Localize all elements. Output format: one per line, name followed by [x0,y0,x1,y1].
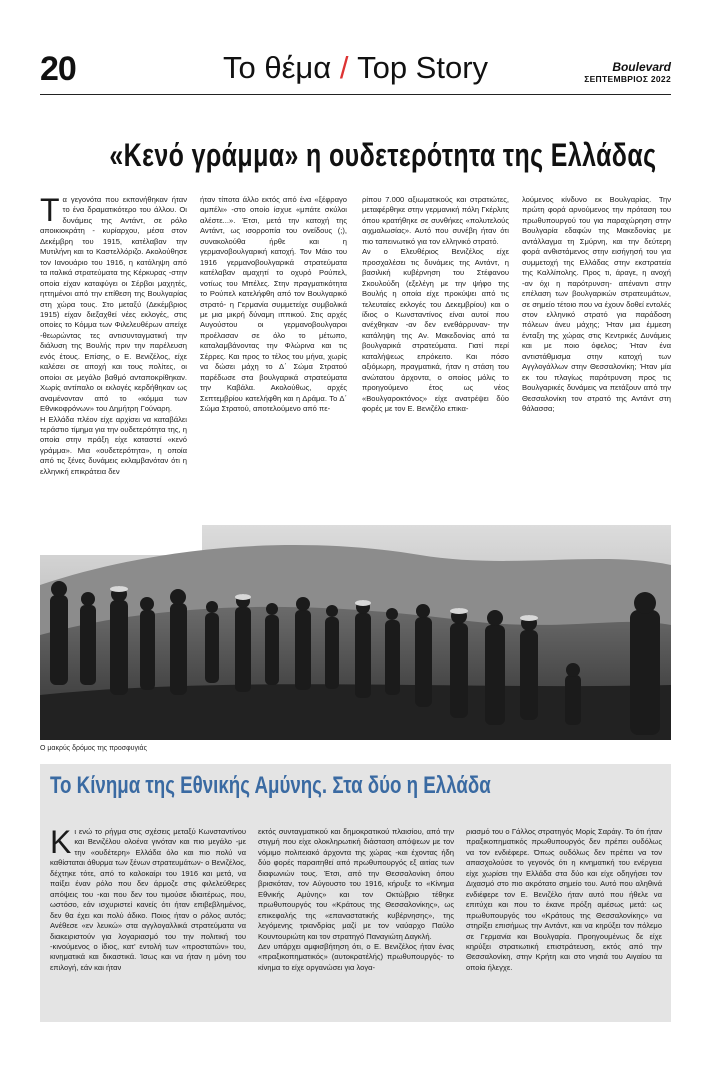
refugee-march-photo [40,525,671,740]
sidebar-col3-text: ριασμό του ο Γάλλος στρατηγός Μορίς Σαράιγ. Το ότι ήταν πραξικοπηματικός πρωθυπουργός δεν πρέπει ουδόλως να τον ενδιέφερε. Όπως ουδόλως δεν πρέπει να τον απασχολούσε το γεγονός ότι η κινηματική του ενέργεια είχε χωρίσει την Ελλάδα στα δύο και είχε οδηγήσει τον Διχασμό στο πιο ακρότατο σημείο του. Αυτό που αληθινά ενδιέφερε τον Ε. Βενιζέλο ήταν αυτό που ήθελε να επιτύχει και που το έκανε πρόξη αμέσως μετά: ως πρωθυπουργός του «Κράτους της Θεσσαλονίκης» να στηρίξει επισήμως την Αντάντ, και να κηρύξει τον πόλεμο σε Γερμανία και Βουλγαρία. Προηγουμένως δε είχε κηρύξει στρατιωτική επιστράτευση, εκτός από την Θεσσαλονίκη, στην Κρήτη και στο νησιά του Αιγαίου τα οποία ήλεγχε. [466,827,662,972]
sidebar-col2-text: εκτός συνταγματικού και δημοκρατικού πλαισίου, από την στιγμή που είχε ολοκληρωτική διάσταση απόψεων με τον νόμιμο πολιτειακό άρχοντα της χώρας -και έχοντας ήδη δύο φορές παραιτηθεί από πρωθυπουργός εξ αιτίας των διαφωνιών τους. Έτσι, από την Θεσσαλονίκη όπου βρισκόταν, τον Αύγουστο του 1916, κήρυξε το «Κίνημα Εθνικής Αμύνης» και τον Οκτώβριο τέθηκε πρωθυπουργός του «Κράτους της Θεσσαλονίκης», ως επικεφαλής της «επαναστατικής κυβέρνησης», της λεγόμενης τριανδρίας μαζί με τον ναύαρχο Παύλο Κουντουριώτη και τον στρατηγό Παναγιώτη Δαγκλή. [258,827,454,941]
sidebar-col1-text: ι ενώ το ρήγμα στις σχέσεις μεταξύ Κωνσταντίνου και Βενιζέλου ολοένα γινόταν και πιο μεγάλο -με την «ουδέτερη» Ελλάδα όλο και πιο πολύ να καθίσταται άθυρμα των ξένων στρατευμάτων- ο Βενιζέλος, δέχτηκε τότε, από το καλοκαίρι του 1916 και μετά, να παίξει έναν ρόλο που δεν άρμοζε στις φιλελεύθερες απόψεις του -και που δεν του τιμούσε ιδιαιτέρως, που, ωστόσο, εάν ισχυριστεί κανείς ότι ήταν επιβεβλημένος, δεν θα έχει και πολύ άδικο. Ποιος ήταν ο ρόλος αυτός; Ανέθεσε «εν λευκώ» στα αγγλογαλλικά στρατεύματα να διακειριστούν για λογαριασμό του την πολιτική του -κινούμενος ο ίδιος, κατ' εντολή των «προστατών» του, κινηματικά και δικαστικά. Ίσως και να ήταν η μόνη του επιλογή, εάν και ήταν [50,827,246,972]
article-col1b-text: Η Ελλάδα πλέον είχε αρχίσει να καταβάλει τεράστιο τίμημα για την ουδετερότητα της, η οποία στην πράξη είχε καταστεί «κενό γράμμα». Μια «ουδετερότητα», η οποία από τις ξένες δυνάμεις εκλαμβανόταν ότι η ελληνική επικράτεια δεν [40,414,187,476]
photo-caption: Ο μακρύς δρόμος της προσφυγιάς [40,745,147,752]
brand-name: Boulevard [612,60,671,74]
article-col3b-text: Αν ο Ελευθέριος Βενιζέλος είχε προσχαλέσει τις δυνάμεις της Αντάντ, η βασιλική κυβέρνηση του Στέφανου Σκουλούδη (εξελέγη με την ψήφο της Βουλής η οποία είχε προκύψει από τις τελευταίες εκλογές του Δεκεμβρίου) και ο ίδιος ο Κωνσταντίνος είναι αυτοί που ανέχθηκαν -αν δεν ενεθάρρυναν- την κατάληψη της Αν. Μακεδονίας από τα βουλγαρικά στρατεύματα. Γιατί περί καταλήψεως επρόκειτο. Και πόσο αξιόμωρη, πραγματικά, ήταν η στάση του ανώτατου άρχοντα, ο οποίος μόλις το προηγούμενο έτος ως νέος «Βουλγαροκτόνος» είχε ανατρέψει δύο φορές με τον Ε. Βενιζέλο επικα- [362,247,509,414]
page-number: 20 [40,50,76,88]
sidebar-dropcap: Κ [50,824,72,860]
article-col4-text: λούμενος κίνδυνο εκ Βουλγαρίας. Την πρώτη φορά αρνούμενος την πρόταση του πρωθυπουργού του για παραχώρηση στην Βουλγαρία εδαφών της Μακεδονίας με αντάλλαγμα τη Σμύρνη, και την δεύτερη φορά ανθιστάμενος στην εισήγησή του για συμμετοχή της Ελλάδας στην εκστρατεία της Καλλίπολης. Προς τι, άραγε, η ανοχή -αν όχι η παρότρυνση- απέναντι στην επέλαση των βουλγαρικών στρατευμάτων, σε σημείο τέτοιο που να έχουν δοθεί εντολές στον ελληνικό στρατό για παράδοση πόλεων άνευ μάχης; Ήταν μια έμμεση ένταξη της χώρας στις Κεντρικές Δυνάμεις και με ποιο όφελος; Ήταν ένα αντιστάθμισμα στην κατοχή των Αγγλογάλλων στην Θεσσαλονίκη; Ήταν μία εκ του πλαγίως παρότρυνση προς τις Βουλγαρικές δυνάμεις να πετάξουν από την Θεσσαλονίκη τον στρατό της Αντάντ στη θάλασσα; [522,195,671,414]
article-column-3 [362,195,509,415]
article-headline: «Κενό γράμμα» η ουδετερότητα της Ελλάδας [109,137,657,173]
section-separator: / [339,50,349,85]
header-rule [40,94,671,95]
article-column-2 [200,195,347,415]
sidebar-column-2 [258,827,454,973]
article-dropcap: Τ [40,192,60,228]
article-col3-text: ρίπου 7.000 αξιωματικούς και στρατιώτες, μεταφέρθηκε στην γερμανική πόλη Γκέρλιτς όπου κρατήθηκε σε συνθήκες «πολυτελούς αιχμαλωσίας». Αυτό που συνέβη ήταν ότι πιο ταπεινωτικό για τον ελληνικό στρατό. [362,195,509,246]
sidebar-col2b-text: Δεν υπάρχει αμφισβήτηση ότι, ο Ε. Βενιζέλος ήταν ένας «πραξικοπηματικός» (αυτοκρατέλής) πρωθυπουργός- το κίνημα το είχε οργανώσει για λογα- [258,941,454,972]
masthead-brand [584,60,671,84]
section-title-greek: Το θέμα [222,50,332,85]
photo-illustration [40,525,671,740]
sidebar-column-3 [466,827,662,973]
section-title-english: Top Story [357,50,489,85]
sidebar-headline: Το Κίνημα της Εθνικής Αμύνης. Στα δύο η Ελλάδα [50,772,491,799]
article-column-1 [40,192,187,477]
article-col1-text: α γεγονότα που εκπονήθηκαν ήταν το ένα δραματικότερο του άλλου. Οι δυνάμεις της Αντάντ, σε ρόλο αποικιοκράτη - κυρίαρχου, μέσα στον Δεκέμβρη του 1915, κατέλαβαν την Μυτιλήνη και το Καστελλόριζο. Ακολούθησε τον Ιανουάριο του 1916, η κατάληψη από τα ιταλικά στρατεύματα της Κέρκυρας -στην οποία είχαν καταφύγει οι Σέρβοι μαχητές, ηττημένοι από την επίθεση της Βουλγαρίας στη χώρα τους. Στο μεταξύ (Δεκέμβριος 1915) είχαν διεξαχθεί νέες εκλογές, στις οποίες το Κόμμα των Φιλελευθέρων απείχε -θεωρώντας τες αντισυνταγματική την διάλυση της Βουλής πριν την παρέλευση ενός έτους. Επίσης, ο Ε. Βενιζέλος, είχε καλέσει σε αποχή και τους πολίτες, οι οποίοι σε μεγάλο βαθμό ανταποκρίθηκαν. Χωρίς αντίπαλο οι εκλογές κερδήθηκαν ως αναμένονταν από το «κόμμα των Εθνικοφρόνων» του Δημήτρη Γούναρη. [40,195,187,414]
article-column-4 [522,195,671,415]
issue-date: ΣΕΠΤΕΜΒΡΙΟΣ 2022 [584,74,671,84]
article-col2-text: ήταν τίποτα άλλο εκτός από ένα «ξέφραγο αμπέλι» -στο οποίο ίσχυε «μπάτε σκύλοι αλέστε...». Έτσι, μετά την κατοχή της Αντάντ, ως ισορροπία του ονείδους (;), συνακολούθα ήρθε και η γερμανοβουλγαρική κατοχή. Τον Μάιο του 1916 γερμανοβουλγαρικά στρατεύματα κατέλαβαν αμαχητί το οχυρό Ρούπελ, νοτίως του Μπέλες. Στην πραγματικότητα το Ρούπελ κατελήφθη από τον Βουλγαρικό στρατό- η Γερμανία συμμετείχε συμβολικά με μια μικρή δύναμη ιππικού. Στις αρχές Αυγούστου οι γερμανοβουλγαροι προέλασαν σε όλο το μέτωπο, καταλαμβάνοντας την Φλώρινα και τις Σέρρες. Και προς το τέλος του μήνα, χωρίς να δώσει μάχη το Δ΄ Σώμα Στρατού παρέδωσε στα βουλγαρικά στρατεύματα την Καβάλα. Ακολούθως, αρχές Σεπτεμβρίου κατελήφθη και η Δράμα. Το Δ΄ Σώμα Στρατού, αποτελούμενο από πε- [200,195,347,414]
sidebar-column-1 [50,824,246,973]
